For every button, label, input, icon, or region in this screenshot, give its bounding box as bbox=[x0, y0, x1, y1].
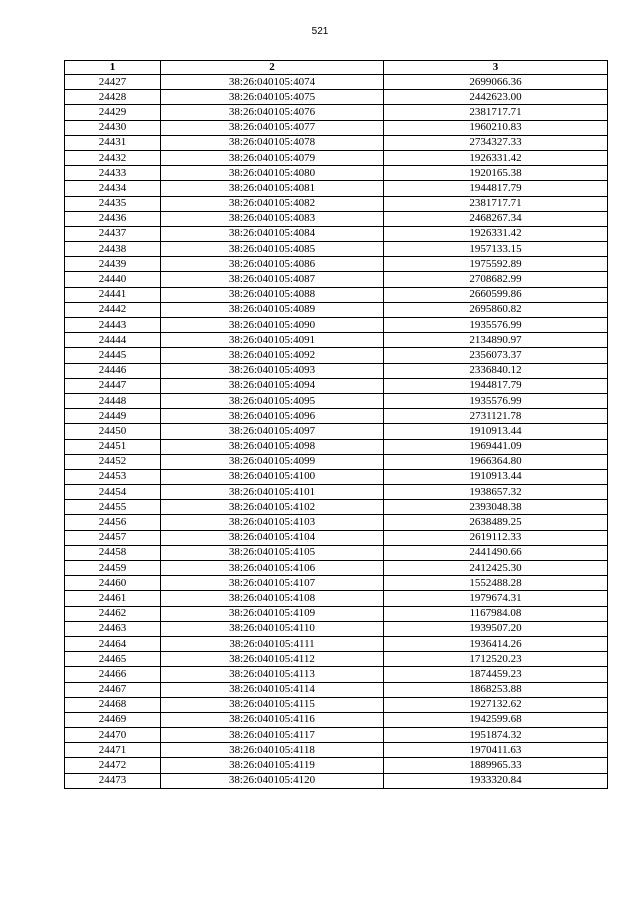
cadastral-number-cell: 38:26:040105:4104 bbox=[161, 530, 384, 545]
value-cell: 2381717.71 bbox=[384, 105, 608, 120]
value-cell: 2356073.37 bbox=[384, 348, 608, 363]
row-number-cell: 24440 bbox=[65, 272, 161, 287]
row-number-cell: 24441 bbox=[65, 287, 161, 302]
cadastral-number-cell: 38:26:040105:4099 bbox=[161, 454, 384, 469]
row-number-cell: 24456 bbox=[65, 515, 161, 530]
value-cell: 1960210.83 bbox=[384, 120, 608, 135]
cadastral-number-cell: 38:26:040105:4115 bbox=[161, 697, 384, 712]
cadastral-number-cell: 38:26:040105:4107 bbox=[161, 576, 384, 591]
cadastral-number-cell: 38:26:040105:4105 bbox=[161, 545, 384, 560]
value-cell: 1889965.33 bbox=[384, 758, 608, 773]
cadastral-number-cell: 38:26:040105:4080 bbox=[161, 166, 384, 181]
table-row bbox=[65, 606, 608, 621]
value-cell: 2442623.00 bbox=[384, 90, 608, 105]
row-number-cell: 24464 bbox=[65, 636, 161, 651]
table-row bbox=[65, 697, 608, 712]
table-row bbox=[65, 652, 608, 667]
cadastral-number-cell: 38:26:040105:4087 bbox=[161, 272, 384, 287]
table-header bbox=[65, 61, 608, 75]
row-number-cell: 24468 bbox=[65, 697, 161, 712]
cadastral-number-cell: 38:26:040105:4120 bbox=[161, 773, 384, 788]
row-number-cell: 24465 bbox=[65, 652, 161, 667]
value-cell: 2708682.99 bbox=[384, 272, 608, 287]
table-row bbox=[65, 545, 608, 560]
value-cell: 1979674.31 bbox=[384, 591, 608, 606]
table-row bbox=[65, 485, 608, 500]
value-cell: 2638489.25 bbox=[384, 515, 608, 530]
table-row bbox=[65, 636, 608, 651]
table-row bbox=[65, 242, 608, 257]
value-cell: 1939507.20 bbox=[384, 621, 608, 636]
table-row bbox=[65, 302, 608, 317]
table-row bbox=[65, 226, 608, 241]
row-number-cell: 24446 bbox=[65, 363, 161, 378]
table-row bbox=[65, 454, 608, 469]
row-number-cell: 24434 bbox=[65, 181, 161, 196]
row-number-cell: 24428 bbox=[65, 90, 161, 105]
value-cell: 1926331.42 bbox=[384, 150, 608, 165]
table-row bbox=[65, 621, 608, 636]
row-number-cell: 24447 bbox=[65, 378, 161, 393]
registry-table bbox=[64, 60, 608, 789]
table-row bbox=[65, 469, 608, 484]
value-cell: 1957133.15 bbox=[384, 242, 608, 257]
table-row bbox=[65, 135, 608, 150]
row-number-cell: 24430 bbox=[65, 120, 161, 135]
table-row bbox=[65, 500, 608, 515]
value-cell: 2336840.12 bbox=[384, 363, 608, 378]
cadastral-number-cell: 38:26:040105:4076 bbox=[161, 105, 384, 120]
row-number-cell: 24467 bbox=[65, 682, 161, 697]
table-row bbox=[65, 712, 608, 727]
table-row bbox=[65, 318, 608, 333]
row-number-cell: 24435 bbox=[65, 196, 161, 211]
value-cell: 2734327.33 bbox=[384, 135, 608, 150]
table-row bbox=[65, 150, 608, 165]
table-body bbox=[65, 75, 608, 789]
cadastral-number-cell: 38:26:040105:4110 bbox=[161, 621, 384, 636]
row-number-cell: 24442 bbox=[65, 302, 161, 317]
row-number-cell: 24461 bbox=[65, 591, 161, 606]
value-cell: 1910913.44 bbox=[384, 424, 608, 439]
row-number-cell: 24457 bbox=[65, 530, 161, 545]
cadastral-number-cell: 38:26:040105:4116 bbox=[161, 712, 384, 727]
value-cell: 1935576.99 bbox=[384, 318, 608, 333]
header-row bbox=[65, 61, 608, 75]
value-cell: 2381717.71 bbox=[384, 196, 608, 211]
table-row bbox=[65, 257, 608, 272]
row-number-cell: 24436 bbox=[65, 211, 161, 226]
row-number-cell: 24443 bbox=[65, 318, 161, 333]
row-number-cell: 24429 bbox=[65, 105, 161, 120]
cadastral-number-cell: 38:26:040105:4101 bbox=[161, 485, 384, 500]
value-cell: 1552488.28 bbox=[384, 576, 608, 591]
value-cell: 1868253.88 bbox=[384, 682, 608, 697]
table-row bbox=[65, 211, 608, 226]
table-row bbox=[65, 515, 608, 530]
row-number-cell: 24455 bbox=[65, 500, 161, 515]
value-cell: 1910913.44 bbox=[384, 469, 608, 484]
value-cell: 1944817.79 bbox=[384, 378, 608, 393]
value-cell: 1926331.42 bbox=[384, 226, 608, 241]
cadastral-number-cell: 38:26:040105:4111 bbox=[161, 636, 384, 651]
cadastral-number-cell: 38:26:040105:4092 bbox=[161, 348, 384, 363]
table-row bbox=[65, 667, 608, 682]
table-row bbox=[65, 333, 608, 348]
cadastral-number-cell: 38:26:040105:4097 bbox=[161, 424, 384, 439]
value-cell: 2441490.66 bbox=[384, 545, 608, 560]
table-row bbox=[65, 682, 608, 697]
cadastral-number-cell: 38:26:040105:4091 bbox=[161, 333, 384, 348]
table-row bbox=[65, 561, 608, 576]
table-row bbox=[65, 591, 608, 606]
table-row bbox=[65, 166, 608, 181]
row-number-cell: 24470 bbox=[65, 728, 161, 743]
value-cell: 1969441.09 bbox=[384, 439, 608, 454]
cadastral-number-cell: 38:26:040105:4089 bbox=[161, 302, 384, 317]
row-number-cell: 24433 bbox=[65, 166, 161, 181]
value-cell: 2699066.36 bbox=[384, 75, 608, 90]
cadastral-number-cell: 38:26:040105:4083 bbox=[161, 211, 384, 226]
value-cell: 1970411.63 bbox=[384, 743, 608, 758]
cadastral-number-cell: 38:26:040105:4082 bbox=[161, 196, 384, 211]
value-cell: 1942599.68 bbox=[384, 712, 608, 727]
cadastral-number-cell: 38:26:040105:4078 bbox=[161, 135, 384, 150]
value-cell: 1951874.32 bbox=[384, 728, 608, 743]
table-row bbox=[65, 75, 608, 90]
cadastral-number-cell: 38:26:040105:4086 bbox=[161, 257, 384, 272]
page-number: 521 bbox=[311, 26, 329, 37]
cadastral-number-cell: 38:26:040105:4085 bbox=[161, 242, 384, 257]
cadastral-number-cell: 38:26:040105:4102 bbox=[161, 500, 384, 515]
cadastral-number-cell: 38:26:040105:4090 bbox=[161, 318, 384, 333]
row-number-cell: 24466 bbox=[65, 667, 161, 682]
value-cell: 2134890.97 bbox=[384, 333, 608, 348]
value-cell: 2731121.78 bbox=[384, 409, 608, 424]
value-cell: 1933320.84 bbox=[384, 773, 608, 788]
table-row bbox=[65, 378, 608, 393]
row-number-cell: 24444 bbox=[65, 333, 161, 348]
cadastral-number-cell: 38:26:040105:4108 bbox=[161, 591, 384, 606]
row-number-cell: 24451 bbox=[65, 439, 161, 454]
row-number-cell: 24445 bbox=[65, 348, 161, 363]
row-number-cell: 24431 bbox=[65, 135, 161, 150]
table-row bbox=[65, 409, 608, 424]
table-row bbox=[65, 272, 608, 287]
cadastral-number-cell: 38:26:040105:4112 bbox=[161, 652, 384, 667]
value-cell: 2468267.34 bbox=[384, 211, 608, 226]
cadastral-number-cell: 38:26:040105:4079 bbox=[161, 150, 384, 165]
cadastral-number-cell: 38:26:040105:4088 bbox=[161, 287, 384, 302]
table-row bbox=[65, 287, 608, 302]
value-cell: 2660599.86 bbox=[384, 287, 608, 302]
table-row bbox=[65, 181, 608, 196]
value-cell: 1712520.23 bbox=[384, 652, 608, 667]
cadastral-number-cell: 38:26:040105:4077 bbox=[161, 120, 384, 135]
table-row bbox=[65, 728, 608, 743]
row-number-cell: 24471 bbox=[65, 743, 161, 758]
cadastral-number-cell: 38:26:040105:4114 bbox=[161, 682, 384, 697]
row-number-cell: 24438 bbox=[65, 242, 161, 257]
cadastral-number-cell: 38:26:040105:4096 bbox=[161, 409, 384, 424]
value-cell: 1935576.99 bbox=[384, 393, 608, 408]
table-row bbox=[65, 758, 608, 773]
cadastral-number-cell: 38:26:040105:4117 bbox=[161, 728, 384, 743]
cadastral-number-cell: 38:26:040105:4113 bbox=[161, 667, 384, 682]
cadastral-number-cell: 38:26:040105:4093 bbox=[161, 363, 384, 378]
table-row bbox=[65, 348, 608, 363]
table-row bbox=[65, 743, 608, 758]
cadastral-number-cell: 38:26:040105:4118 bbox=[161, 743, 384, 758]
row-number-cell: 24469 bbox=[65, 712, 161, 727]
cadastral-number-cell: 38:26:040105:4109 bbox=[161, 606, 384, 621]
row-number-cell: 24449 bbox=[65, 409, 161, 424]
value-cell: 1944817.79 bbox=[384, 181, 608, 196]
row-number-cell: 24460 bbox=[65, 576, 161, 591]
value-cell: 1938657.32 bbox=[384, 485, 608, 500]
row-number-cell: 24427 bbox=[65, 75, 161, 90]
table-row bbox=[65, 530, 608, 545]
row-number-cell: 24448 bbox=[65, 393, 161, 408]
value-cell: 1936414.26 bbox=[384, 636, 608, 651]
value-cell: 1167984.08 bbox=[384, 606, 608, 621]
value-cell: 2393048.38 bbox=[384, 500, 608, 515]
table-row bbox=[65, 120, 608, 135]
value-cell: 1920165.38 bbox=[384, 166, 608, 181]
table-row bbox=[65, 439, 608, 454]
cadastral-number-cell: 38:26:040105:4081 bbox=[161, 181, 384, 196]
table-row bbox=[65, 363, 608, 378]
cadastral-number-cell: 38:26:040105:4095 bbox=[161, 393, 384, 408]
row-number-cell: 24452 bbox=[65, 454, 161, 469]
row-number-cell: 24454 bbox=[65, 485, 161, 500]
row-number-cell: 24453 bbox=[65, 469, 161, 484]
row-number-cell: 24462 bbox=[65, 606, 161, 621]
cadastral-number-cell: 38:26:040105:4075 bbox=[161, 90, 384, 105]
value-cell: 1927132.62 bbox=[384, 697, 608, 712]
value-cell: 2619112.33 bbox=[384, 530, 608, 545]
row-number-cell: 24463 bbox=[65, 621, 161, 636]
row-number-cell: 24439 bbox=[65, 257, 161, 272]
column-header-3: 3 bbox=[384, 61, 608, 75]
column-header-1: 1 bbox=[65, 61, 161, 75]
cadastral-number-cell: 38:26:040105:4074 bbox=[161, 75, 384, 90]
cadastral-number-cell: 38:26:040105:4094 bbox=[161, 378, 384, 393]
value-cell: 1966364.80 bbox=[384, 454, 608, 469]
value-cell: 1975592.89 bbox=[384, 257, 608, 272]
table-row bbox=[65, 773, 608, 788]
value-cell: 2695860.82 bbox=[384, 302, 608, 317]
table-row bbox=[65, 576, 608, 591]
cadastral-number-cell: 38:26:040105:4119 bbox=[161, 758, 384, 773]
value-cell: 2412425.30 bbox=[384, 561, 608, 576]
table-row bbox=[65, 105, 608, 120]
row-number-cell: 24472 bbox=[65, 758, 161, 773]
row-number-cell: 24437 bbox=[65, 226, 161, 241]
column-header-2: 2 bbox=[161, 61, 384, 75]
row-number-cell: 24459 bbox=[65, 561, 161, 576]
table-row bbox=[65, 196, 608, 211]
row-number-cell: 24450 bbox=[65, 424, 161, 439]
table-row bbox=[65, 90, 608, 105]
cadastral-number-cell: 38:26:040105:4103 bbox=[161, 515, 384, 530]
cadastral-number-cell: 38:26:040105:4100 bbox=[161, 469, 384, 484]
table-row bbox=[65, 424, 608, 439]
table-row bbox=[65, 393, 608, 408]
cadastral-number-cell: 38:26:040105:4084 bbox=[161, 226, 384, 241]
value-cell: 1874459.23 bbox=[384, 667, 608, 682]
cadastral-number-cell: 38:26:040105:4098 bbox=[161, 439, 384, 454]
row-number-cell: 24458 bbox=[65, 545, 161, 560]
row-number-cell: 24473 bbox=[65, 773, 161, 788]
cadastral-number-cell: 38:26:040105:4106 bbox=[161, 561, 384, 576]
row-number-cell: 24432 bbox=[65, 150, 161, 165]
